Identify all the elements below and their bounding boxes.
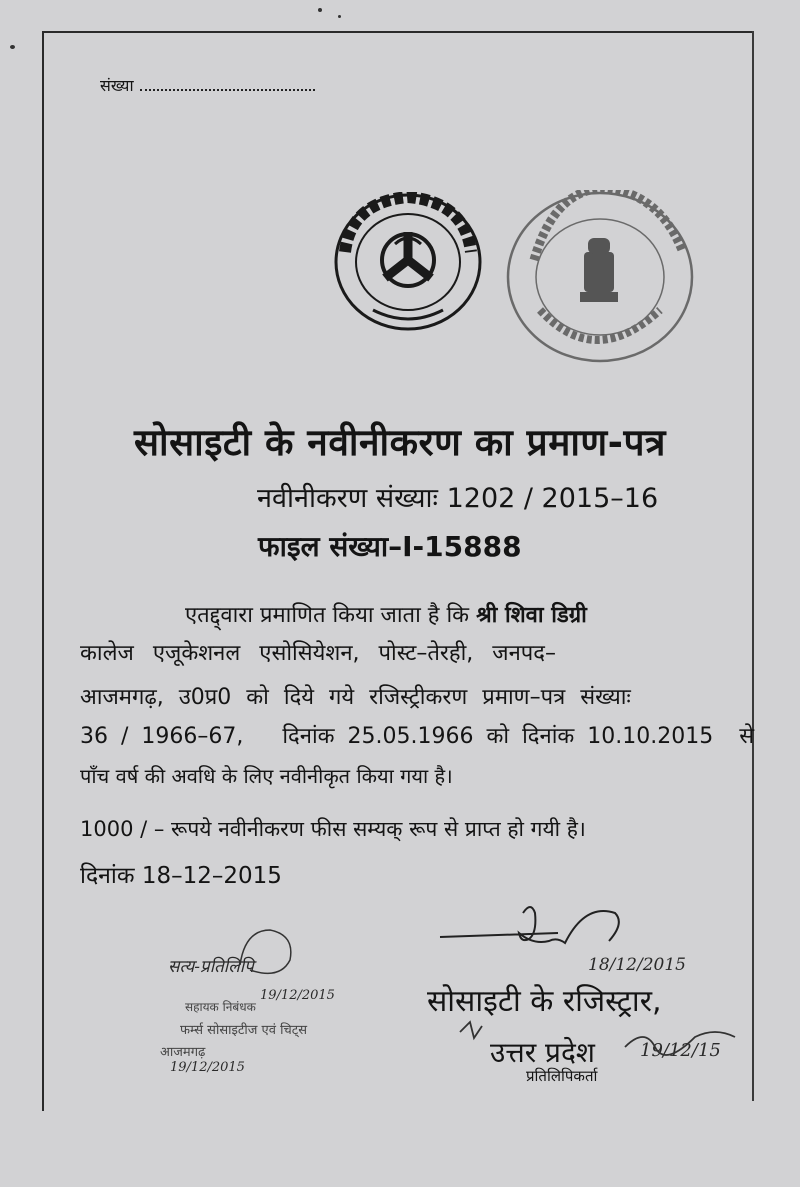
renewal-date-label: को दिनांक — [486, 724, 575, 749]
issue-date: दिनांक 18–12–2015 — [80, 863, 282, 889]
scan-speck — [10, 45, 15, 49]
body-line-1 — [185, 599, 587, 629]
registrar-handwritten-date: 18/12/2015 — [588, 955, 686, 975]
office-seal — [504, 190, 696, 365]
scan-speck — [338, 15, 341, 18]
attestation-signature — [230, 925, 300, 985]
stamp-handwritten-date-bottom: 19/12/2015 — [170, 1060, 245, 1075]
renewal-number: नवीनीकरण संख्याः 1202 / 2015–16 — [257, 483, 659, 514]
number-dotted-line — [140, 75, 315, 91]
file-number: फाइल संख्या–I-15888 — [258, 530, 522, 563]
page-border-right — [752, 31, 754, 1101]
registrar-signature — [438, 895, 628, 955]
body-line-2: कालेज एजूकेशनल एसोसियेशन, पोस्ट–तेरही, जनपद– — [80, 641, 556, 666]
up-emblem-icon — [333, 192, 483, 332]
copyist-signature — [455, 1012, 745, 1072]
registration-number: 36 / 1966–67, — [80, 724, 244, 749]
stamp-handwritten-date-top: 19/12/2015 — [260, 988, 335, 1003]
up-government-seal — [333, 192, 483, 332]
body-line-1-name: श्री शिवा डिग्री — [476, 603, 587, 628]
date-label: दिनांक — [282, 724, 335, 749]
fee-statement: 1000 / – रूपये नवीनीकरण फीस सम्यक् रूप से प्राप्त हो गयी है। — [80, 817, 586, 841]
number-field — [100, 74, 315, 96]
stamp-department: फर्म्स सोसाइटीज एवं चिट्स — [180, 1023, 308, 1038]
scan-speck — [318, 8, 322, 12]
copyist-handwritten-date: 19/12/15 — [640, 1040, 721, 1061]
true-copy-title: सत्य-प्रतिलिपि — [168, 957, 254, 977]
registrar-title: सोसाइटी के रजिस्ट्रार, — [427, 984, 662, 1019]
body-line-4 — [80, 720, 754, 750]
body-line-3: आजमगढ़, उ0प्र0 को दिये गये रजिस्ट्रीकरण प्रमाण–पत्र संख्याः — [80, 685, 631, 710]
renewal-date: 10.10.2015 — [587, 724, 714, 749]
stamp-designation: सहायक निबंधक — [185, 1000, 256, 1014]
certificate-title: सोसाइटी के नवीनीकरण का प्रमाण-पत्र — [134, 421, 666, 464]
number-label: संख्या — [100, 76, 134, 95]
registrar-state: उत्तर प्रदेश — [490, 1036, 595, 1069]
registration-date: 25.05.1966 — [347, 724, 474, 749]
copyist-label: प्रतिलिपिकर्ता — [526, 1067, 598, 1085]
body-line-4-end: से — [739, 724, 755, 749]
body-line-5: पाँच वर्ष की अवधि के लिए नवीनीकृत किया गया है। — [80, 764, 453, 788]
page-border-top — [42, 31, 754, 33]
stamp-district: आजमगढ़ — [160, 1045, 206, 1060]
page-border-left — [42, 31, 44, 1111]
ashoka-emblem-seal-icon — [504, 190, 696, 365]
body-line-1-text: एतद्द्वारा प्रमाणित किया जाता है कि — [185, 603, 470, 628]
